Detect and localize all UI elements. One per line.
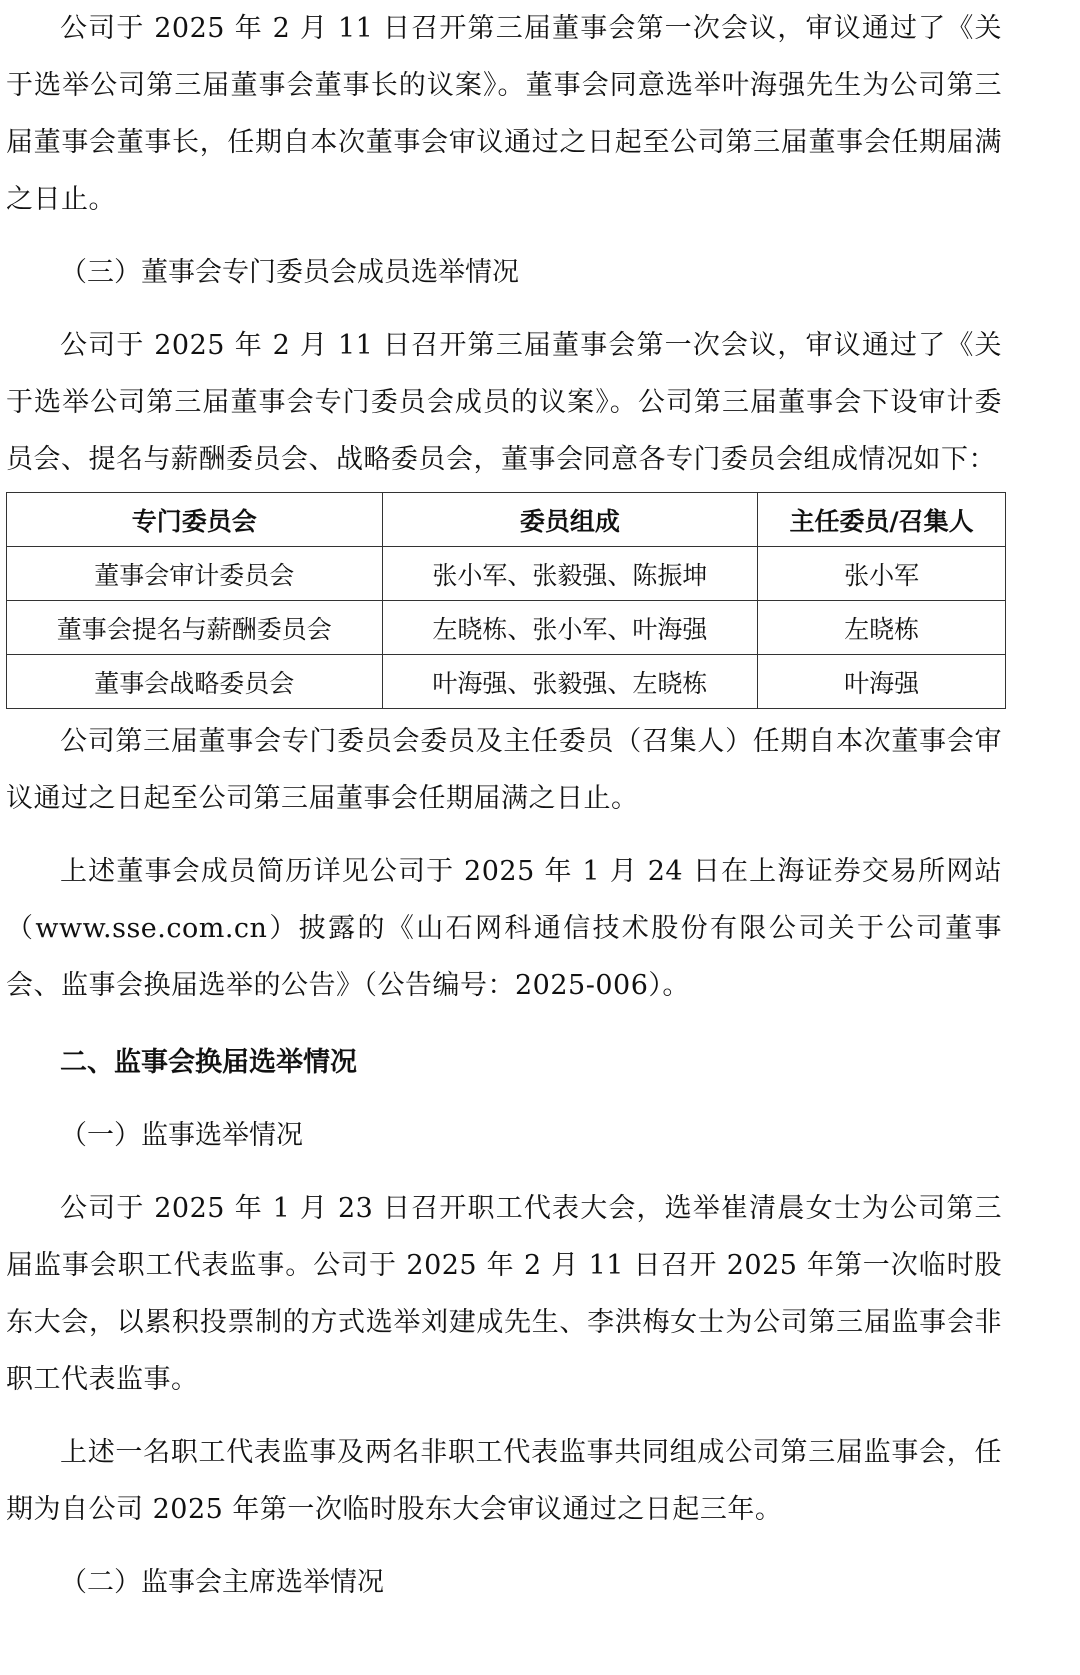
cell-committee: 董事会审计委员会 bbox=[7, 547, 383, 601]
paragraph-supervisor-election: 公司于 2025 年 1 月 23 日召开职工代表大会，选举崔清晨女士为公司第三届监事会职工代表监事。公司于 2025 年 2 月 11 日召开 2025 年第一次临时股东大会，以累积投票制的方式选举刘建成先生、李洪梅女士为公司第三届监事会非职工代表监事。 bbox=[6, 1193, 1002, 1395]
heading-supervisory-board: 二、监事会换届选举情况 bbox=[60, 1047, 357, 1078]
paragraph-supervisor-term: 上述一名职工代表监事及两名非职工代表监事共同组成公司第三届监事会，任期为自公司 2025 年第一次临时股东大会审议通过之日起三年。 bbox=[6, 1437, 1002, 1525]
paragraph-resume-reference: 上述董事会成员简历详见公司于 2025 年 1 月 24 日在上海证券交易所网站（www.sse.com.cn）披露的《山石网科通信技术股份有限公司关于公司董事会、监事会换届选举的公告》（公告编号：2025-006）。 bbox=[6, 856, 1002, 1001]
paragraph-committee-term: 公司第三届董事会专门委员会委员及主任委员（召集人）任期自本次董事会审议通过之日起至公司第三届董事会任期届满之日止。 bbox=[6, 726, 1002, 814]
cell-members: 叶海强、张毅强、左晓栋 bbox=[382, 655, 758, 709]
header-members: 委员组成 bbox=[382, 493, 758, 547]
cell-members: 张小军、张毅强、陈振坤 bbox=[382, 547, 758, 601]
cell-chair: 左晓栋 bbox=[758, 601, 1006, 655]
cell-committee: 董事会战略委员会 bbox=[7, 655, 383, 709]
header-committee: 专门委员会 bbox=[7, 493, 383, 547]
table-row bbox=[7, 601, 1006, 655]
cell-committee: 董事会提名与薪酬委员会 bbox=[7, 601, 383, 655]
document-page bbox=[6, 0, 1002, 1611]
table-row bbox=[7, 547, 1006, 601]
table-header-row bbox=[7, 493, 1006, 547]
header-chair: 主任委员/召集人 bbox=[758, 493, 1006, 547]
cell-members: 左晓栋、张小军、叶海强 bbox=[382, 601, 758, 655]
cell-chair: 张小军 bbox=[758, 547, 1006, 601]
heading-chairman-election: （二）监事会主席选举情况 bbox=[60, 1567, 384, 1598]
paragraph-committee-resolution: 公司于 2025 年 2 月 11 日召开第三届董事会第一次会议，审议通过了《关于选举公司第三届董事会专门委员会成员的议案》。公司第三届董事会下设审计委员会、提名与薪酬委员会、战略委员会，董事会同意各专门委员会组成情况如下： bbox=[6, 330, 1002, 475]
paragraph-chairman-election: 公司于 2025 年 2 月 11 日召开第三届董事会第一次会议，审议通过了《关于选举公司第三届董事会董事长的议案》。董事会同意选举叶海强先生为公司第三届董事会董事长，任期自本次董事会审议通过之日起至公司第三届董事会任期届满之日止。 bbox=[6, 13, 1002, 215]
heading-committee-election: （三）董事会专门委员会成员选举情况 bbox=[60, 257, 519, 288]
committee-table bbox=[6, 492, 1006, 709]
table-row bbox=[7, 655, 1006, 709]
cell-chair: 叶海强 bbox=[758, 655, 1006, 709]
heading-supervisor-election: （一）监事选举情况 bbox=[60, 1120, 303, 1151]
